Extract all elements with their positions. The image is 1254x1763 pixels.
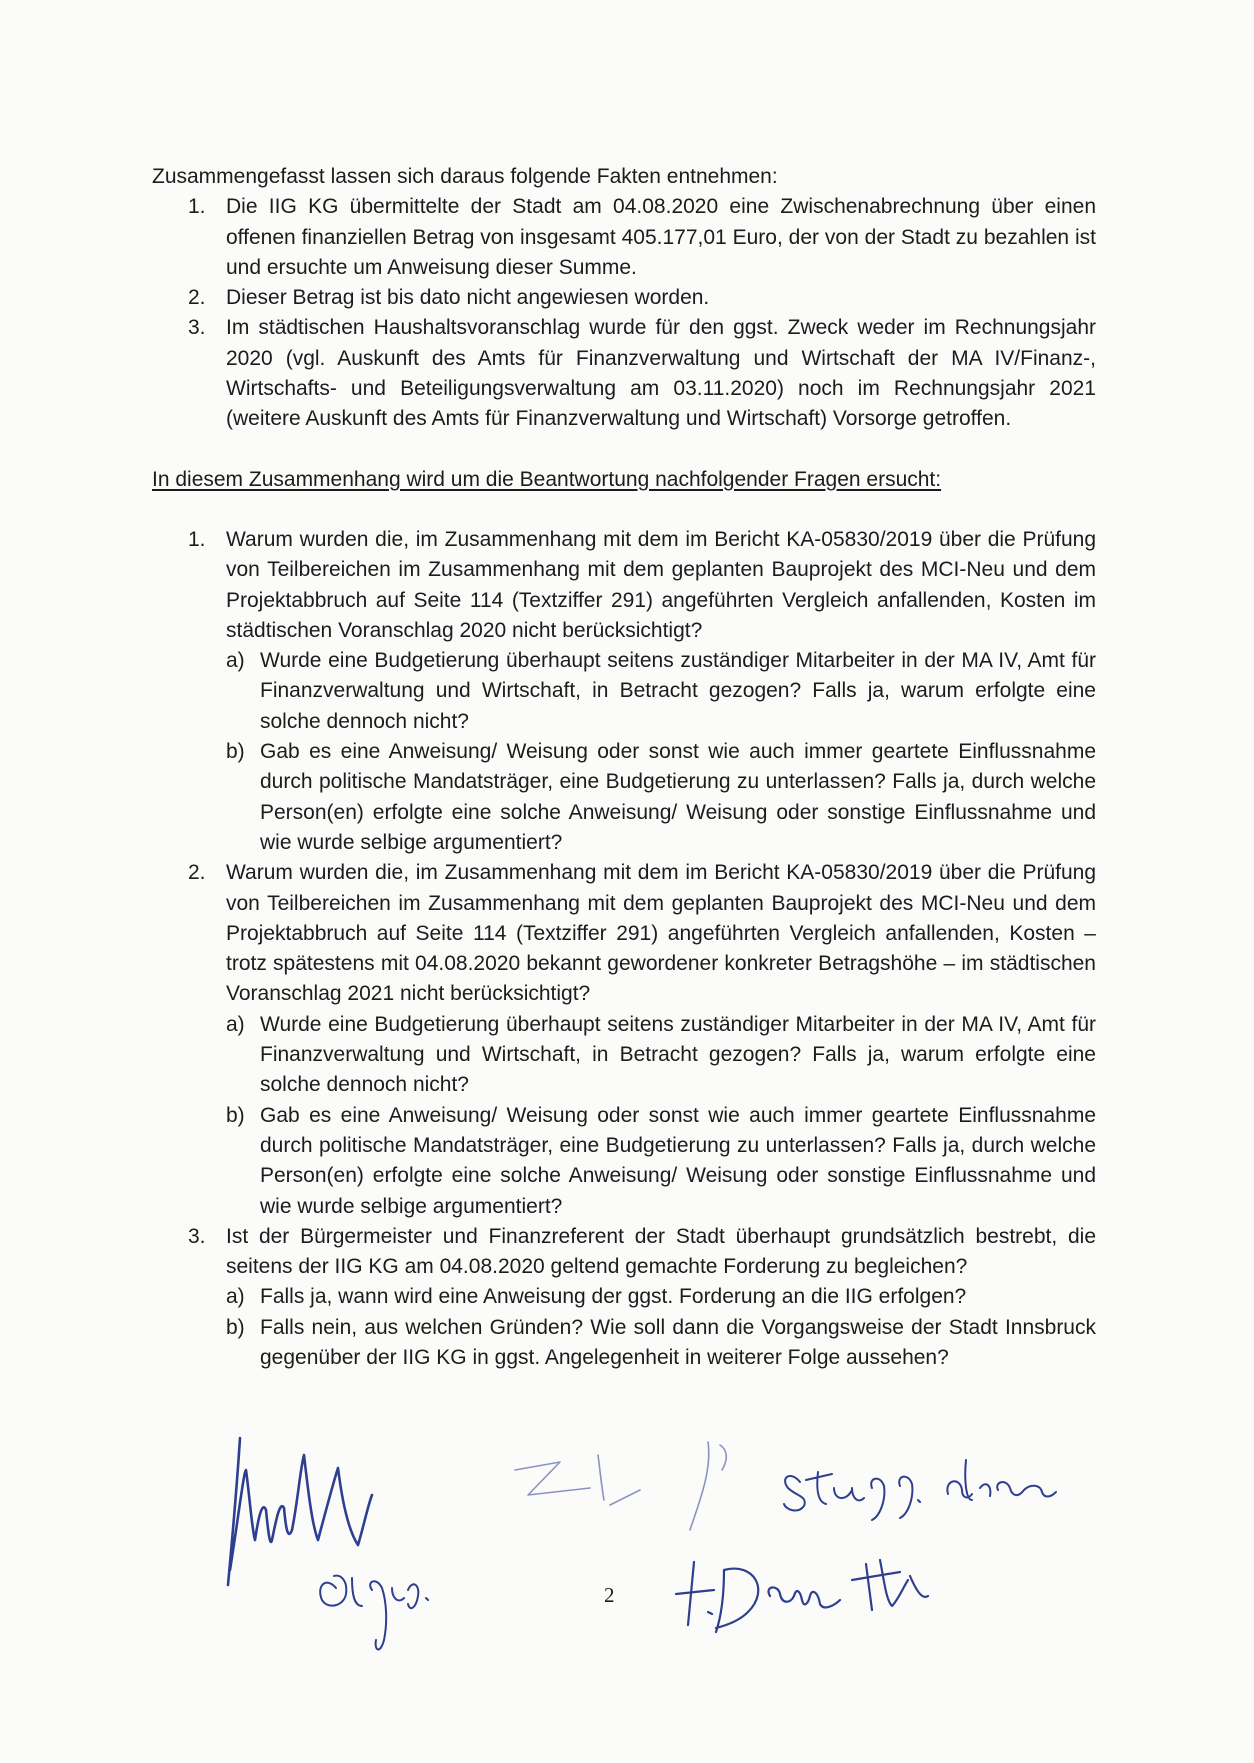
intro-text: Zusammengefasst lassen sich daraus folgende Fakten entnehmen: bbox=[152, 165, 778, 188]
fact-item bbox=[152, 313, 1096, 434]
signature-2 bbox=[515, 1442, 726, 1530]
question-item bbox=[152, 858, 1096, 1222]
question-number: 1. bbox=[188, 527, 206, 551]
signature-4 bbox=[320, 1576, 428, 1650]
sub-question-item bbox=[226, 1010, 1096, 1101]
sub-question-list bbox=[226, 1010, 1096, 1222]
question-number: 3. bbox=[188, 1224, 206, 1248]
fact-text: Die IIG KG übermittelte der Stadt am 04.08.2020 eine Zwischenabrechnung über einen offenen finanziellen Betrag von insgesamt 405.177,01 Euro, der von der Stadt zu bezahlen ist und ersuchte um Anweisung dieser Summe. bbox=[226, 195, 1096, 279]
question-text: Warum wurden die, im Zusammenhang mit dem im Bericht KA-05830/2019 über die Prüfung von Teilbereichen im Zusammenhang mit dem geplanten Bauprojekt des MCI-Neu und dem Projektabbruch auf Seite 114 (Textziffer 291) angeführten Vergleich anfallenden, Kosten – trotz spätestens mit 04.08.2020 bekannt gewordener konkreter Betragshöhe – im städtischen Voranschlag 2021 nicht berücksichtigt? bbox=[226, 861, 1096, 1006]
sub-question-letter: a) bbox=[226, 1285, 245, 1309]
questions-heading: In diesem Zusammenhang wird um die Beantwortung nachfolgender Fragen ersucht: bbox=[152, 467, 942, 491]
fact-number: 3. bbox=[188, 316, 206, 340]
questions-list bbox=[152, 525, 1096, 1373]
sub-question-letter: b) bbox=[226, 1315, 245, 1339]
signature-3 bbox=[784, 1460, 1056, 1520]
sub-question-list bbox=[226, 646, 1096, 858]
facts-list bbox=[152, 192, 1096, 434]
sub-question-text: Falls ja, wann wird eine Anweisung der ggst. Forderung an die IIG erfolgen? bbox=[260, 1285, 967, 1309]
page-number: 2 bbox=[604, 1583, 615, 1607]
signature-1 bbox=[228, 1438, 372, 1585]
fact-item bbox=[152, 283, 1096, 313]
sub-question-text: Wurde eine Budgetierung überhaupt seitens zuständiger Mitarbeiter in der MA IV, Amt für Finanzverwaltung und Wirtschaft, in Betracht gezogen? Falls ja, warum erfolgte eine solche dennoch nicht? bbox=[260, 649, 1096, 733]
sub-question-letter: a) bbox=[226, 649, 245, 673]
question-item bbox=[152, 525, 1096, 858]
question-number: 2. bbox=[188, 861, 206, 885]
sub-question-text: Wurde eine Budgetierung überhaupt seitens zuständiger Mitarbeiter in der MA IV, Amt für Finanzverwaltung und Wirtschaft, in Betracht gezogen? Falls ja, warum erfolgte eine solche dennoch nicht? bbox=[260, 1012, 1096, 1097]
sub-question-text: Falls nein, aus welchen Gründen? Wie soll dann die Vorgangsweise der Stadt Innsbruck gegenüber der IIG KG in ggst. Angelegenheit in weiterer Folge aussehen? bbox=[260, 1315, 1096, 1369]
question-item bbox=[152, 1222, 1096, 1373]
sub-question-letter: a) bbox=[226, 1012, 245, 1036]
sub-question-item bbox=[226, 1313, 1096, 1374]
fact-number: 2. bbox=[188, 286, 206, 310]
sub-question-item bbox=[226, 646, 1096, 737]
sub-question-text: Gab es eine Anweisung/ Weisung oder sonst wie auch immer geartete Einflussnahme durch politische Mandatsträger, eine Budgetierung zu unterlassen? Falls ja, durch welche Person(en) erfolgte eine solche Anweisung/ Weisung oder sonstige Einflussnahme und wie wurde selbige argumentiert? bbox=[260, 1103, 1096, 1218]
signature-strokes bbox=[228, 1438, 1056, 1649]
sub-question-item bbox=[226, 737, 1096, 858]
sub-question-item bbox=[226, 1101, 1096, 1222]
fact-number: 1. bbox=[188, 195, 206, 219]
question-text: Ist der Bürgermeister und Finanzreferent der Stadt überhaupt grundsätzlich bestrebt, die seitens der IIG KG am 04.08.2020 geltend gemachte Forderung zu begleichen? bbox=[226, 1224, 1096, 1279]
question-text: Warum wurden die, im Zusammenhang mit dem im Bericht KA-05830/2019 über die Prüfung von Teilbereichen im Zusammenhang mit dem geplanten Bauprojekt des MCI-Neu und dem Projektabbruch auf Seite 114 (Textziffer 291) angeführten Vergleich anfallenden, Kosten im städtischen Voranschlag 2020 nicht berücksichtigt? bbox=[226, 527, 1096, 642]
sub-question-letter: b) bbox=[226, 740, 245, 764]
signature-5 bbox=[676, 1560, 928, 1632]
document-body bbox=[152, 162, 1096, 1373]
fact-item bbox=[152, 192, 1096, 283]
sub-question-list bbox=[226, 1282, 1096, 1373]
fact-text: Dieser Betrag ist bis dato nicht angewiesen worden. bbox=[226, 286, 710, 310]
fact-text: Im städtischen Haushaltsvoranschlag wurde für den ggst. Zweck weder im Rechnungsjahr 2020 (vgl. Auskunft des Amts für Finanzverwaltung und Wirtschaft der MA IV/Finanz-, Wirtschafts- und Beteiligungsverwaltung am 03.11.2020) noch im Rechnungsjahr 2021 (weitere Auskunft des Amts für Finanzverwaltung und Wirtschaft) Vorsorge getroffen. bbox=[226, 316, 1096, 431]
sub-question-letter: b) bbox=[226, 1103, 245, 1127]
sub-question-text: Gab es eine Anweisung/ Weisung oder sonst wie auch immer geartete Einflussnahme durch politische Mandatsträger, eine Budgetierung zu unterlassen? Falls ja, durch welche Person(en) erfolgte eine solche Anweisung/ Weisung oder sonstige Einflussnahme und wie wurde selbige argumentiert? bbox=[260, 740, 1096, 854]
sub-question-item bbox=[226, 1282, 1096, 1312]
